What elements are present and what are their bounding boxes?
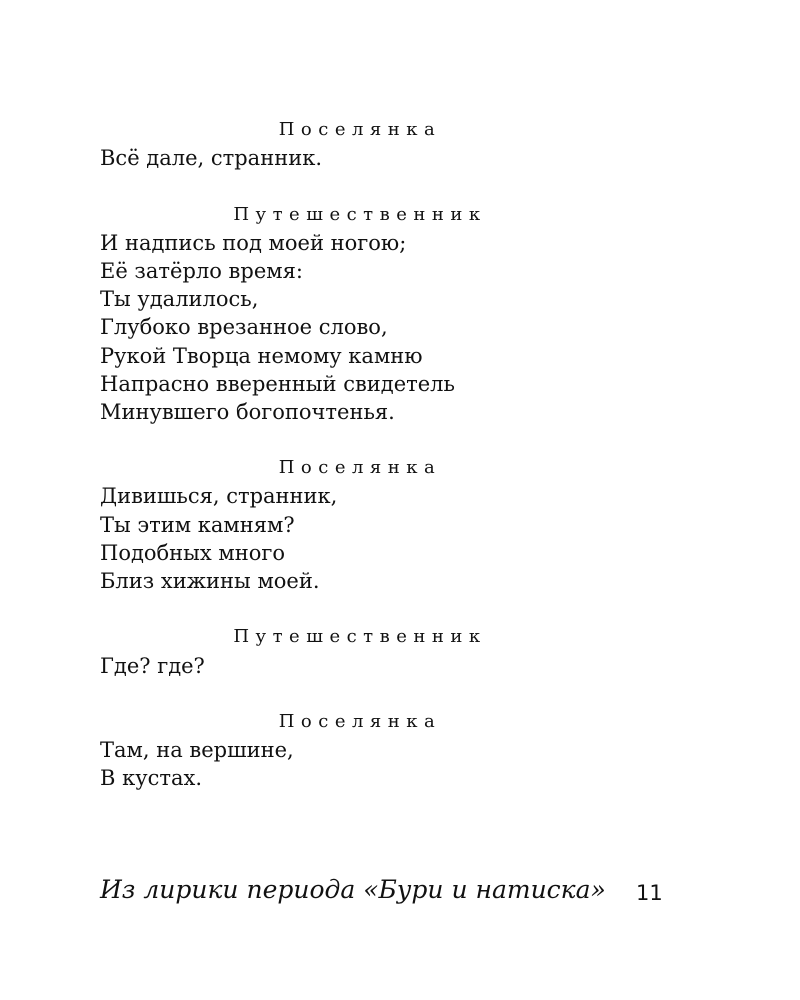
verse-line: В кустах. [100,766,203,791]
speaker-name: Путешественник [233,203,487,225]
verse-line: Дивишься, странник, [100,484,338,509]
verse-line: Напрасно вверенный свидетель [100,371,455,396]
speaker-name: Поселянка [278,710,442,732]
running-title: Из лирики периода «Бури и натиска» [100,875,606,904]
verse-line: Близ хижины моей. [100,569,320,593]
verse-line: Ты этим камням? [100,512,295,537]
verse-line: Ты удалилось, [100,287,259,312]
verse-line: Рукой Творца немому камню [100,343,423,368]
verse-line: Глубоко врезанное слово, [100,315,388,340]
poem-text [100,116,620,821]
stanza [100,454,620,595]
verse-line: Там, на вершине, [100,738,294,763]
stanza [100,623,620,679]
verse-line: И надпись под моей ногою; [100,230,407,255]
stanza [100,201,620,427]
verse-line: Всё дале, странник. [100,146,322,171]
page-number: 11 [636,881,663,905]
verse-line: Подобных много [100,540,286,565]
stanza [100,708,620,793]
verse-line: Где? где? [100,653,205,678]
speaker-name: Путешественник [233,626,487,648]
verse-line: Минувшего богопочтенья. [100,399,395,424]
verse-line: Её затёрло время: [100,258,303,283]
speaker-name: Поселянка [278,119,442,140]
speaker-name: Поселянка [278,457,442,479]
stanza [100,116,620,172]
